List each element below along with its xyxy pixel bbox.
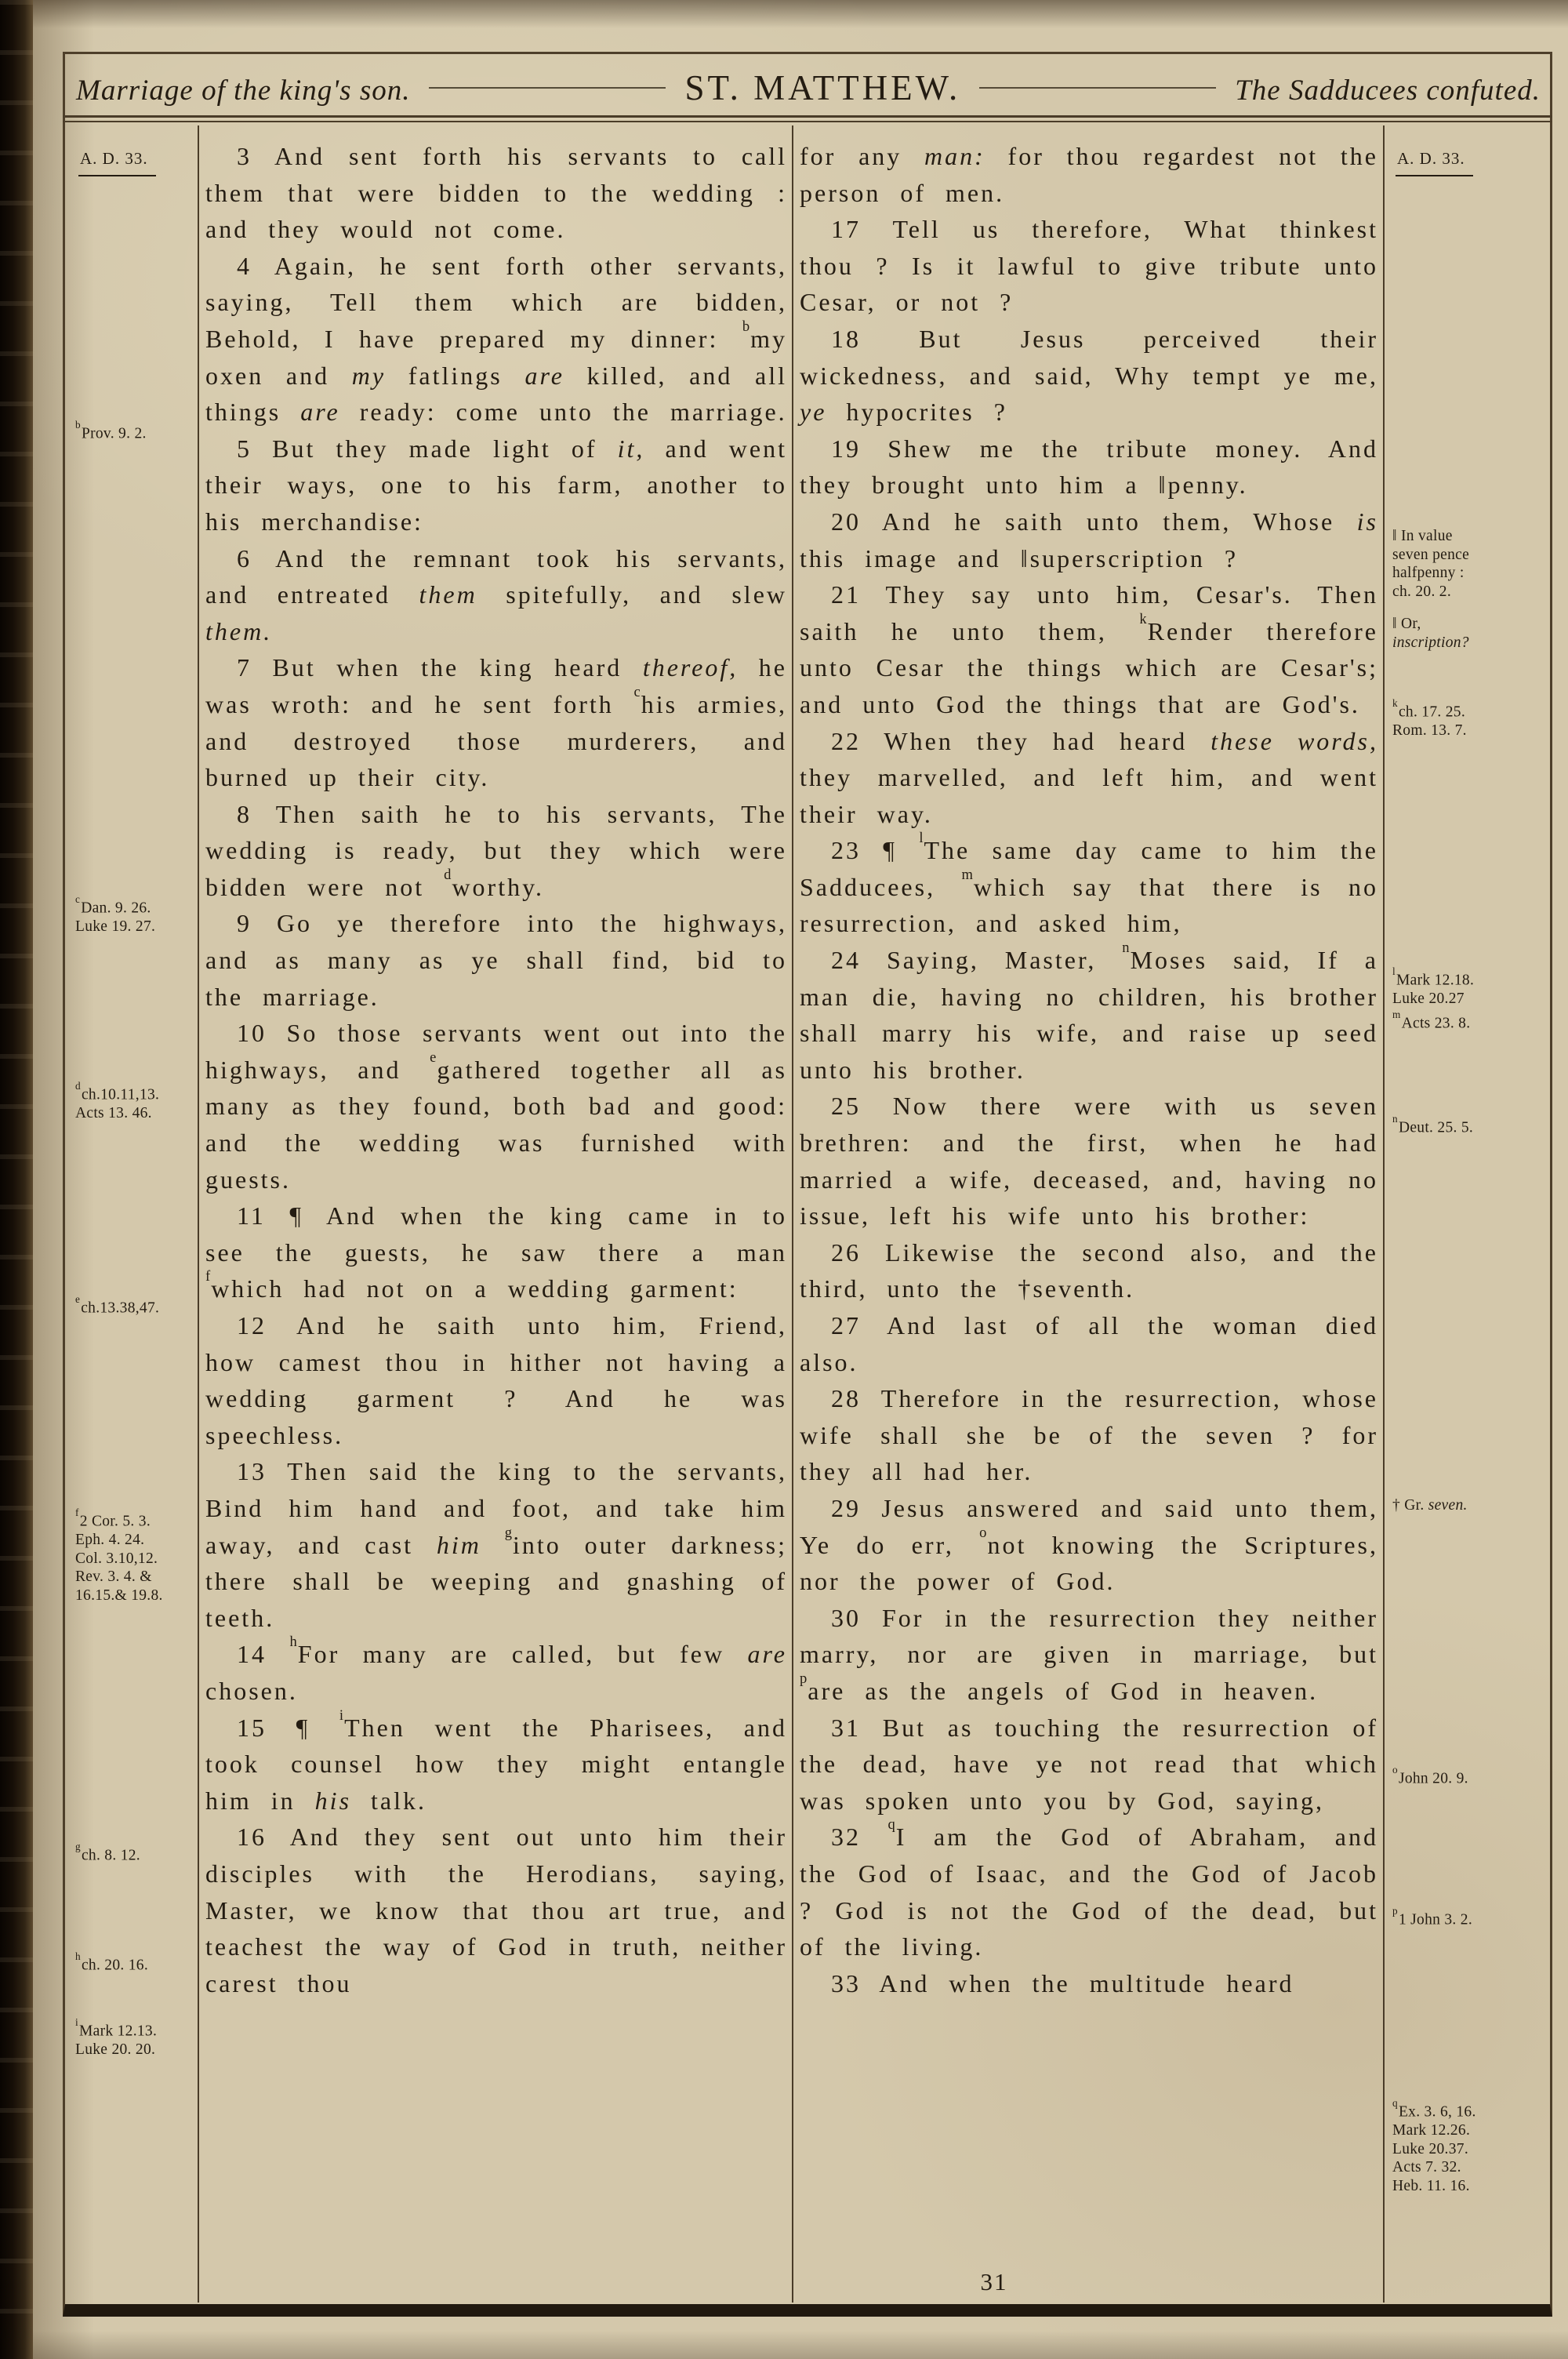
note-line: Rom. 13. 7. [1392,722,1467,739]
note-line: $^f$2 Cor. 5. 3. [75,1507,151,1530]
verse-paragraph: 32 $^q$I am the God of Abraham, and the God of Isaac, and the God of Jacob ? God is not the God of the dead, but of the living. [800,1816,1378,1961]
book-spine [0,0,33,2359]
verse-paragraph: 17 Tell us therefore, What thinkest thou ? Is it lawful to give tribute unto Cesar, or not ? [800,215,1378,317]
margin-note [1392,527,1552,601]
margin-note [75,420,196,443]
note-line: $^g$ch. 8. 12. [75,1841,140,1864]
note-line: ‖ In value [1392,528,1453,544]
note-line: $^k$ch. 17. 25. [1392,697,1466,721]
note-line: Rev. 3. 4. & [75,1568,152,1585]
verse-paragraph: 33 And when the multitude heard [831,1968,1294,1997]
verse-paragraph: 8 Then saith he to his servants, The wedding is ready, but they which were bidden were not $^d$worthy. [205,799,787,901]
margin-note [1392,966,1552,1009]
header-right-title: The Sadducees confuted. [1235,75,1541,107]
note-line: $^m$Acts 23. 8. [1392,1009,1471,1032]
margin-note [1392,1114,1552,1137]
verse-paragraph: 25 Now there were with us seven brethren: and the first, when he had married a wife, deceased, and, having no issue, left his wife unto his brother: [800,1092,1378,1230]
margin-note [1392,615,1552,652]
note-line: $^l$Mark 12.18. [1392,965,1475,989]
note-line: Col. 3.10,12. [75,1550,158,1567]
note-line: † Gr. seven. [1392,1497,1468,1514]
note-line: halfpenny : [1392,565,1465,581]
note-line: $^b$Prov. 9. 2. [75,419,147,442]
verse-paragraph: 19 Shew me the tribute money. And they brought unto him a ‖penny. [800,434,1378,500]
verse-paragraph: 7 But when the king heard thereof, he was wroth: and he sent forth $^c$his armies, and destroyed those murderers, and burned up their city. [205,653,788,792]
note-line: Luke 20. 20. [75,2041,156,2058]
verse-paragraph: 21 They say unto him, Cesar's. Then saith he unto them, $^k$Render therefore unto Cesar the things which are Cesar's; and unto God the things that are God's. [800,580,1379,718]
margin-note [75,1081,196,1123]
note-line: ch. 20. 2. [1392,583,1452,600]
column-rule-right [1383,125,1385,2303]
note-line: Acts 7. 32. [1392,2159,1461,2175]
margin-note [1392,1765,1552,1788]
margin-note [75,1507,196,1605]
verse-paragraph: 30 For in the resurrection they neither marry, nor are given in marriage, but $^p$are as the angels of God in heaven. [800,1603,1378,1705]
verse-paragraph: 15 ¶ $^i$Then went the Pharisees, and took counsel how they might entangle him in his talk. [205,1707,788,1815]
page-number: 31 [980,2268,1008,2295]
verse-paragraph: 3 And sent forth his servants to call them that were bidden to the wedding : and they would not come. [205,142,787,244]
note-line: $^o$John 20. 9. [1392,1764,1468,1787]
margin-note [1392,2098,1552,2195]
margin-note [75,894,196,936]
ad-date-left: A. D. 33. [78,149,156,176]
verse-paragraph: 12 And he saith unto him, Friend, how camest thou in hither not having a wedding garment ? And he was speechless. [205,1311,787,1449]
column-rule-center [792,125,793,2303]
verse-paragraph: 9 Go ye therefore into the highways, and as many as ye shall find, bid to the marriage. [205,909,787,1011]
verse-paragraph: 20 And he saith unto them, Whose is this image and ‖superscription ? [800,507,1378,572]
note-line: $^c$Dan. 9. 26. [75,893,151,917]
note-line: 16.15.& 19.8. [75,1587,163,1604]
margin-note [75,1951,196,1975]
verse-paragraph: 14 $^h$For many are called, but few are chosen. [205,1634,787,1705]
note-line: ‖ Or, [1392,616,1421,632]
header-double-rule [63,115,1552,122]
margin-note [75,1294,196,1318]
note-line: $^i$Mark 12.13. [75,2016,158,2040]
note-line: Eph. 4. 24. [75,1532,145,1548]
note-line: $^d$ch.10.11,13. [75,1080,160,1103]
margin-note [75,2017,196,2059]
note-line: $^h$ch. 20. 16. [75,1950,149,1974]
note-line: $^q$Ex. 3. 6, 16. [1392,2097,1476,2121]
verse-paragraph: 10 So those servants went out into the highways, and $^e$gathered together all as many as they found, both bad and good: and the wedding was furnished with guests. [205,1019,788,1194]
verse-paragraph: 29 Jesus answered and said unto them, Ye do err, $^o$not knowing the Scriptures, nor the power of God. [800,1493,1379,1596]
note-line: inscription? [1392,634,1469,651]
note-line: Luke 19. 27. [75,918,156,935]
running-head [76,67,1541,108]
verse-paragraph: 11 ¶ And when the king came in to see the guests, he saw there a man $^f$which had not on a wedding garment: [205,1201,787,1303]
ad-date-right: A. D. 33. [1396,149,1473,176]
verse-paragraph: 23 ¶ $^l$The same day came to him the Sadducees, $^m$which say that there is no resurrection, and asked him, [800,830,1379,938]
note-line: Luke 20.27 [1392,990,1465,1007]
note-line: $^e$ch.13.38,47. [75,1293,160,1317]
margin-note [1392,698,1552,740]
header-rule-left [429,87,666,89]
verse-paragraph: for any man: for thou regardest not the person of men. [800,142,1379,207]
margin-note [1392,1496,1552,1515]
margin-note [1392,1906,1552,1929]
verse-paragraph: 22 When they had heard these words, they marvelled, and left him, and went their way. [800,726,1378,828]
note-line: seven pence [1392,546,1470,563]
left-text-column [205,138,787,2001]
right-margin-notes [1389,0,1552,2359]
note-line: Mark 12.26. [1392,2122,1471,2139]
column-rule-left [198,125,199,2303]
header-center-title: ST. MATTHEW. [684,68,961,107]
verse-paragraph: 4 Again, he sent forth other servants, saying, Tell them which are bidden, Behold, I have prepared my dinner: $^b$my oxen and my fatlings are killed, and all things are ready: come unto the marriage. [205,251,788,427]
note-line: Luke 20.37. [1392,2140,1468,2157]
verse-paragraph: 31 But as touching the resurrection of the dead, have ye not read that which was spoken unto you by God, saying, [800,1713,1378,1815]
verse-paragraph: 28 Therefore in the resurrection, whose wife shall she be of the seven ? for they all had her. [800,1384,1378,1486]
page [33,0,1568,2359]
verse-paragraph: 13 Then said the king to the servants, Bind him hand and foot, and take him away, and cast him $^g$into outer darkness; there shall be weeping and gnashing of teeth. [205,1457,788,1632]
right-text-column [800,138,1378,2001]
verse-paragraph: 18 But Jesus perceived their wickedness, and said, Why tempt ye me, ye hypocrites ? [800,324,1378,427]
verse-paragraph: 24 Saying, Master, $^n$Moses said, If a man die, having no children, his brother shall marry his wife, and raise up seed unto his brother. [800,940,1378,1084]
verse-paragraph: 6 And the remnant took his servants, and entreated them spitefully, and slew them. [205,543,788,645]
verse-paragraph: 27 And last of all the woman died also. [800,1311,1378,1376]
header-rule-right [979,87,1216,89]
margin-note [1392,1009,1552,1033]
verse-paragraph: 26 Likewise the second also, and the third, unto the †seventh. [800,1238,1378,1303]
verse-paragraph: 16 And they sent out unto him their disciples with the Herodians, saying, Master, we know that thou art true, and teachest the way of God in truth, neither carest thou [205,1823,787,1997]
header-left-title: Marriage of the king's son. [76,75,411,107]
note-line: Heb. 11. 16. [1392,2177,1470,2194]
margin-note [75,1841,196,1865]
note-line: Acts 13. 46. [75,1105,152,1121]
left-margin-notes [72,0,196,2359]
verse-paragraph: 5 But they made light of it, and went their ways, one to his farm, another to his merchandise: [205,434,788,536]
note-line: $^n$Deut. 25. 5. [1392,1113,1474,1136]
note-line: $^p$1 John 3. 2. [1392,1905,1473,1928]
